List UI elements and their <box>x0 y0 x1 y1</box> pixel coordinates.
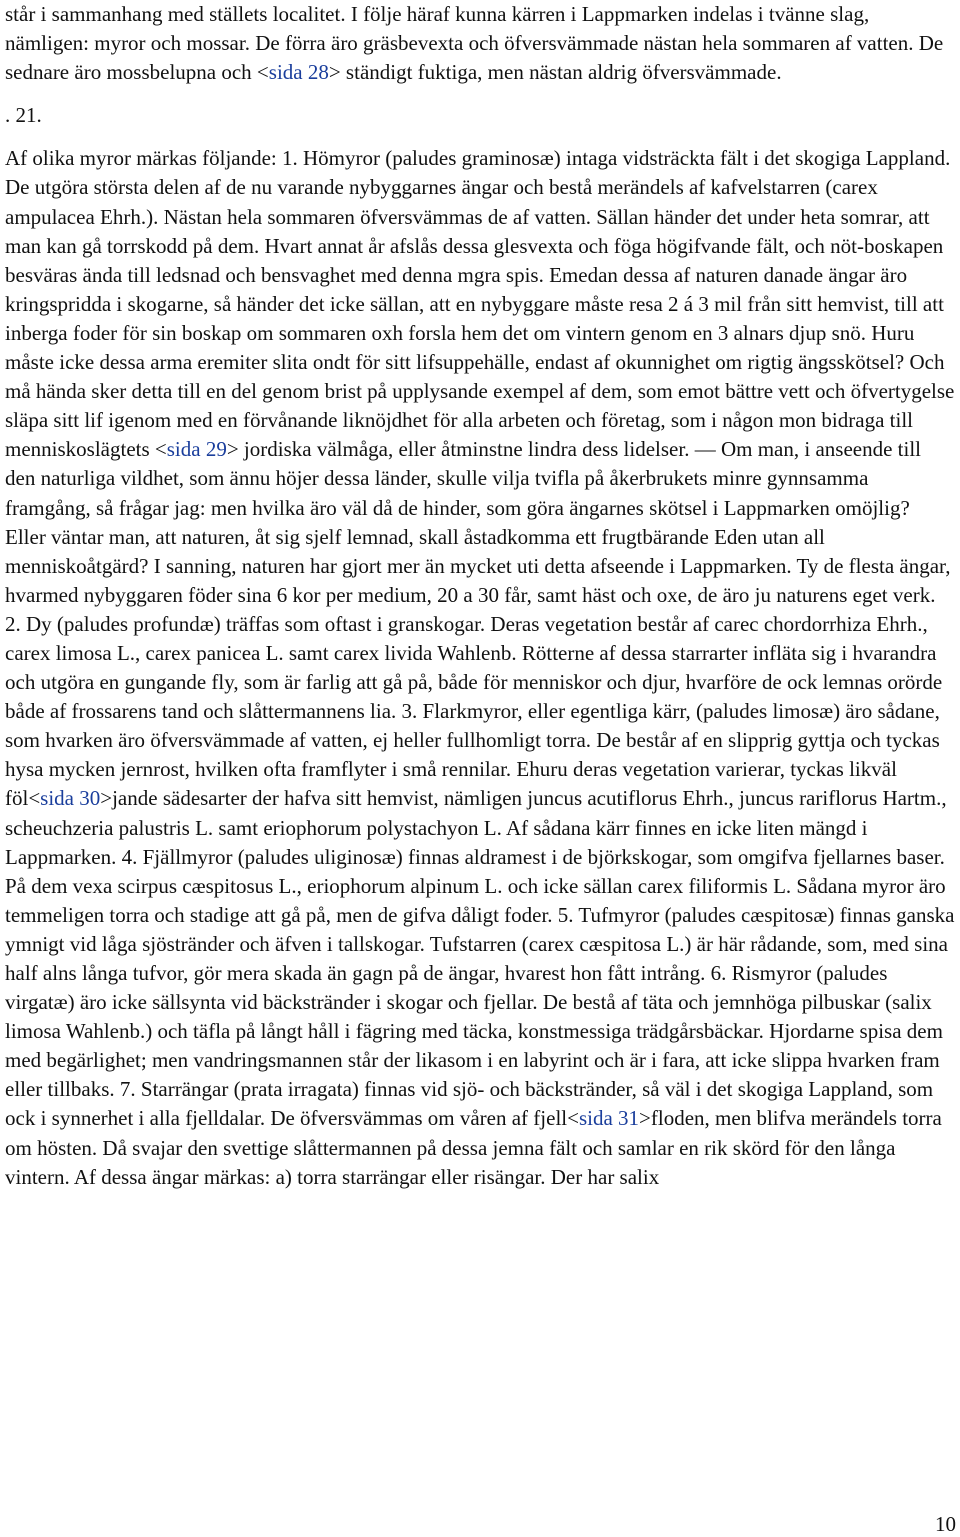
paragraph-intro-text-2: > ständigt fuktiga, men nästan aldrig öfversvämmade. <box>328 60 782 85</box>
page-link-28[interactable]: sida 28 <box>268 60 329 85</box>
paragraph-myror-text-1: Af olika myror märkas följande: 1. Hömyror (paludes graminosæ) intaga vidsträckta fält i det skogiga Lappland. De utgöra största delen af de nu varande nybyggarnes ängar och bestå merändels af kafvelstarren (carex ampulacea Ehrh.). Nästan hela sommaren öfversvämmas de af vatten. Sällan händer det under heta somrar, att man kan gå torrskodd på dem. Hvart annat år afslås dessa glesvexta och föga högifvande fält, och nöt-boskapen besväras ända till ledsnad och bensvaghet med denna mgra spis. Emedan dessa af naturen danade ängar äro kringspridda i skogarne, så händer det icke sällan, att en nybyggare måste resa 2 á 3 mil från sitt hemvist, till att inberga foder för sin boskap om sommaren oxh forsla hem det om vintern genom en 3 alnars djup snö. Huru måste icke dessa arma eremiter slita ondt för sitt lifsuppehälle, endast af okunnighet om rigtig ängsskötsel? Och må hända sker detta till en del genom brist på upplysande exempel af dem, som emot bättre vett och öfvertygelse släpa sitt lif igenom med en förvånande liknöjdhet för alla arbeten och företag, som i någon mon bidraga till menniskoslägtets < <box>5 146 955 462</box>
paragraph-myror-text-3: >jande sädesarter der hafva sitt hemvist, nämligen juncus acutiflorus Ehrh., juncus rariflorus Hartm., scheuchzeria palustris L. samt eriophorum polystachyon L. Af sådana kärr finnes en icke liten mängd i Lappmarken. 4. Fjällmyror (paludes uliginosæ) finnas aldramest i de björkskogar, som omgifva fjellarnes baser. På dem vexa scirpus cæspitosus L., eriophorum alpinum L. och icke sällan carex filiformis L. Sådana myror äro temmeligen torra och stadige att gå på, men de gifva dåligt foder. 5. Tufmyror (paludes cæspitosæ) finnas ganska ymnigt vid låga sjöstränder och äfven i tallskogar. Tufstarren (carex cæspitosa L.) är här rådande, som, med sina half alns långa tufvor, gör mera skada än gagn på de ängar, hvarest hon fått intrång. 6. Rismyror (paludes virgatæ) äro icke sällsynta vid bäckstränder i skogar och fjellar. De bestå af täta och jemnhöga pilbuskar (salix limosa Wahlenb.) och täfla på långt håll i fägring med täcka, konstmessiga trädgårsbäckar. Hjordarne spisa dem med begärlighet; men vandringsmannen står der likasom i en labyrint och är i fara, att icke slippa hvarken fram eller tillbaks. 7. Starrängar (prata irragata) finnas vid sjö- och bäckstränder, så väl i det skogiga Lappland, som ock i synnerhet i alla fjelldalar. De öfversvämmas om våren af fjell< <box>5 786 955 1131</box>
paragraph-myror-text-4: >floden, men blifva merändels torra om hösten. Då svajar den svettige slåttermannen på dessa jemna fält och samlar en rik skörd för den långa vintern. Af dessa ängar märkas: a) torra starrängar eller risängar. Der har salix <box>5 1106 942 1189</box>
page-link-31[interactable]: sida 31 <box>578 1106 640 1131</box>
paragraph-intro <box>5 0 955 87</box>
page-link-30[interactable]: sida 30 <box>40 786 101 811</box>
page-number: 10 <box>935 1512 956 1536</box>
page-link-29[interactable]: sida 29 <box>166 437 227 462</box>
document-page <box>5 0 955 1192</box>
section-mark: . 21. <box>5 103 42 128</box>
paragraph-myror <box>5 144 955 1191</box>
paragraph-intro-text-1: står i sammanhang med ställets localitet. I följe häraf kunna kärren i Lappmarken indelas i tvänne slag, nämligen: myror och mossar. De förra äro gräsbevexta och öfversvämmade nästan hela sommaren af vatten. De sednare äro mossbelupna och < <box>5 2 944 85</box>
paragraph-myror-text-2: > jordiska välmåga, eller åtminstne lindra dess lidelser. — Om man, i anseende till den naturliga vildhet, som ännu höjer dessa länder, skulle vilja tvifla på åkerbrukets minre gynnsamma framgång, så frågar jag: men hvilka äro väl då de hinder, som göra ängarnes skötsel i Lappmarken omöjlig? Eller väntar man, att naturen, åt sig sjelf lemnad, skall åstadkomma ett frugtbärande Eden utan all menniskoåtgärd? I sanning, naturen har gjort mer än mycket uti detta afseende i Lappmarken. Ty de flesta ängar, hvarmed nybyggaren föder sina 6 kor per medium, 20 a 30 får, samt häst och oxe, de äro ju naturens eget verk. 2. Dy (paludes profundæ) träffas som oftast i granskogar. Deras vegetation består af carec chordorrhiza Ehrh., carex limosa L., carex panicea L. samt carex livida Wahlenb. Rötterne af dessa starrarter infläta sig i hvarandra och utgöra en gungande fly, som är farlig att gå på, både för menniskor och djur, hvarföre de ock lemnas orörde både af frossarens tand och slåttermannens lia. 3. Flarkmyror, eller egentliga kärr, (paludes limosæ) äro sådane, som hvarken äro öfversvämmade af vatten, ej heller fullhomligt torra. De består af en slipprig gyttja och tyckas hysa mycken jernrost, hvilken ofta framflyter i små rennilar. Ehuru deras vegetation varierar, tyckas likväl föl< <box>5 437 951 811</box>
